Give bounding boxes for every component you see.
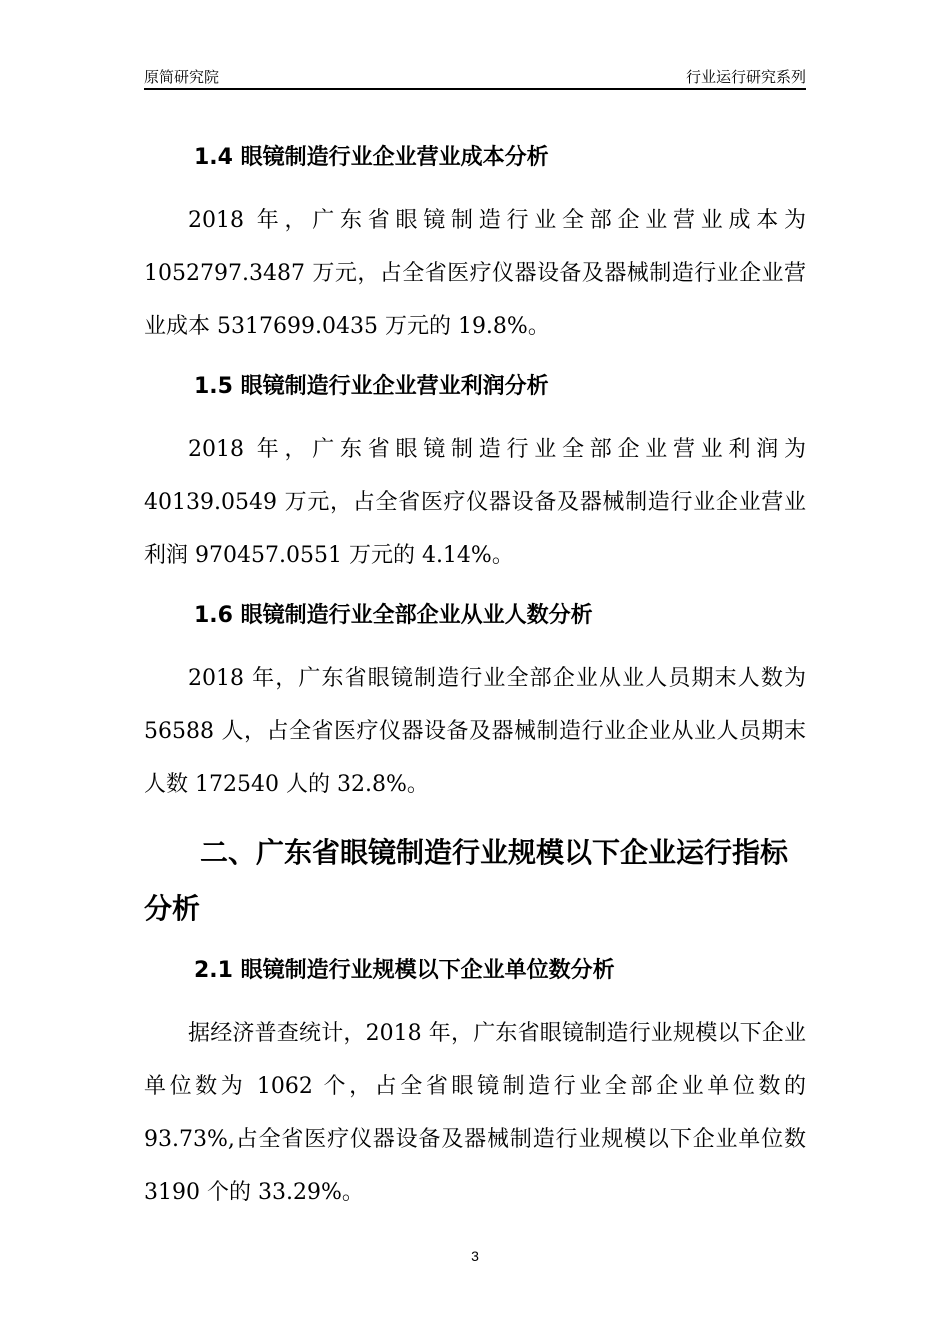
page-number: 3 <box>471 1248 479 1264</box>
header-organization: 原简研究院 <box>144 68 220 86</box>
section-heading-1-5: 1.5 眼镜制造行业企业营业利润分析 <box>194 374 549 399</box>
section-paragraph-1-4: 2018 年，广东省眼镜制造行业全部企业营业成本为 1052797.3487 万元，占全省医疗仪器设备及器械制造行业企业营业成本 5317699.0435 万元的 19.8%。 <box>144 208 806 339</box>
chapter-heading-2: 二、广东省眼镜制造行业规模以下企业运行指标分析 <box>144 836 789 925</box>
section-heading-1-6: 1.6 眼镜制造行业全部企业从业人数分析 <box>194 603 593 628</box>
section-heading-2-1: 2.1 眼镜制造行业规模以下企业单位数分析 <box>194 958 615 983</box>
section-heading-1-4: 1.4 眼镜制造行业企业营业成本分析 <box>194 145 549 170</box>
section-paragraph-1-5: 2018 年，广东省眼镜制造行业全部企业营业利润为 40139.0549 万元，占全省医疗仪器设备及器械制造行业企业营业利润 970457.0551 万元的 4.14%。 <box>144 437 806 568</box>
section-paragraph-1-6: 2018 年，广东省眼镜制造行业全部企业从业人员期末人数为 56588 人，占全省医疗仪器设备及器械制造行业企业从业人员期末人数 172540 人的 32.8%。 <box>144 666 806 797</box>
header-series-title: 行业运行研究系列 <box>685 68 806 86</box>
section-paragraph-2-1: 据经济普查统计，2018 年，广东省眼镜制造行业规模以下企业单位数为 1062 个，占全省眼镜制造行业全部企业单位数的 93.73%,占全省医疗仪器设备及器械制造行业规模以下企业单位数 3190 个的 33.29%。 <box>144 1021 806 1205</box>
page-content <box>144 124 806 1219</box>
page-header <box>144 64 806 90</box>
